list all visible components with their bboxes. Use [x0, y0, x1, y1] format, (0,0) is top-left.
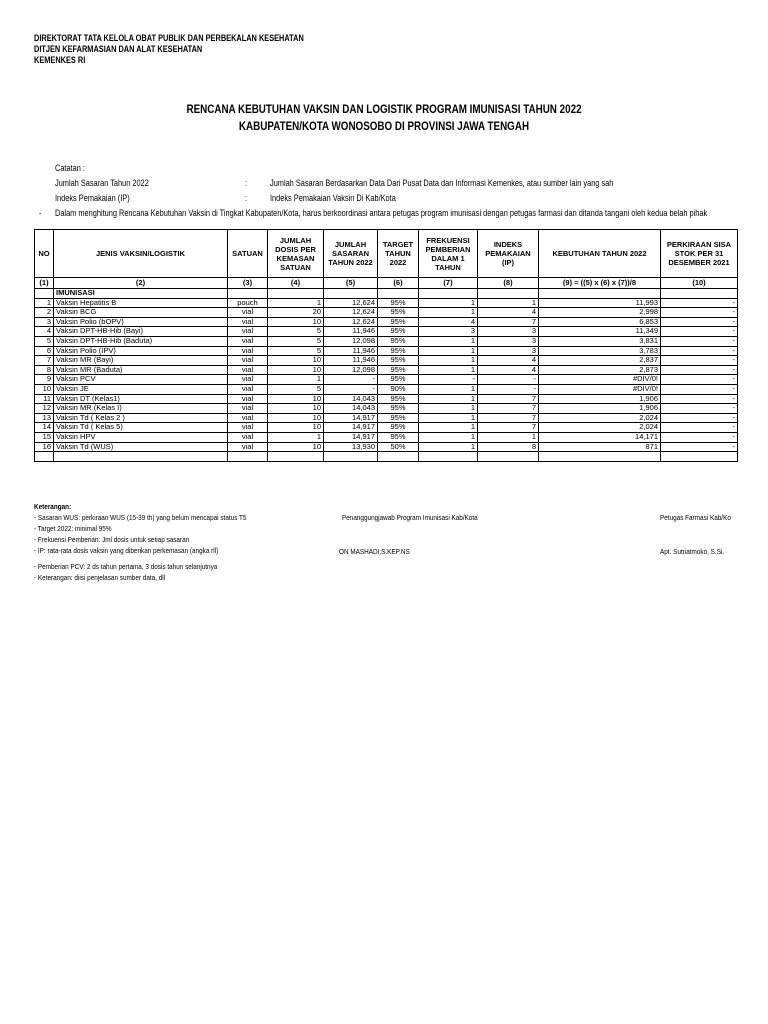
header-sisa-stok: PERKIRAAN SISA STOK PER 31 DESEMBER 2021	[661, 230, 738, 278]
col-num: (10)	[661, 278, 738, 289]
row-no: 7	[35, 356, 54, 366]
row-indeks: 8	[478, 442, 539, 452]
row-satuan: vial	[228, 413, 268, 423]
row-sasaran: 12,098	[324, 365, 378, 375]
row-indeks: 3	[478, 346, 539, 356]
row-no: 8	[35, 365, 54, 375]
row-satuan: vial	[228, 404, 268, 414]
row-jenis: Vaksin MR (Bayi)	[54, 356, 228, 366]
row-sisa-stok: -	[661, 423, 738, 433]
row-jenis: Vaksin HPV	[54, 432, 228, 442]
row-jenis: Vaksin Hepatitis B	[54, 298, 228, 308]
row-dosis: 10	[268, 442, 324, 452]
row-dosis: 10	[268, 317, 324, 327]
org-line-1: DIREKTORAT TATA KELOLA OBAT PUBLIK DAN PERBEKALAN KESEHATAN	[34, 33, 304, 43]
row-sisa-stok: -	[661, 365, 738, 375]
row-dosis: 5	[268, 346, 324, 356]
row-frekuensi: 1	[419, 308, 478, 318]
header-satuan: SATUAN	[228, 230, 268, 278]
row-indeks: 1	[478, 298, 539, 308]
row-sisa-stok: -	[661, 336, 738, 346]
row-jenis: Vaksin BCG	[54, 308, 228, 318]
table-row	[35, 317, 738, 327]
row-kebutuhan: 1,906	[539, 404, 661, 414]
row-sasaran: 14,917	[324, 423, 378, 433]
table-header-row	[35, 230, 738, 278]
vaccine-needs-table	[34, 229, 738, 462]
row-indeks: 4	[478, 356, 539, 366]
row-kebutuhan: 2,837	[539, 356, 661, 366]
row-satuan: vial	[228, 375, 268, 385]
row-kebutuhan: 871	[539, 442, 661, 452]
keterangan-line-4: - IP: rata-rata dosis vaksin yang diberikan perkemasan (angka rll)	[34, 546, 219, 555]
row-satuan: vial	[228, 346, 268, 356]
row-sasaran: 12,624	[324, 298, 378, 308]
row-target: 95%	[378, 336, 419, 346]
row-sisa-stok: -	[661, 346, 738, 356]
row-indeks: 4	[478, 308, 539, 318]
col-num: (6)	[378, 278, 419, 289]
row-frekuensi: 1	[419, 298, 478, 308]
row-sasaran: 12,098	[324, 336, 378, 346]
row-frekuensi: -	[419, 375, 478, 385]
row-frekuensi: 1	[419, 365, 478, 375]
col-num: (8)	[478, 278, 539, 289]
row-kebutuhan: 6,853	[539, 317, 661, 327]
row-target: 95%	[378, 327, 419, 337]
row-dosis: 20	[268, 308, 324, 318]
row-kebutuhan: #DIV/0!	[539, 375, 661, 385]
row-dosis: 1	[268, 298, 324, 308]
row-indeks: 7	[478, 413, 539, 423]
row-target: 95%	[378, 413, 419, 423]
row-kebutuhan: 11,993	[539, 298, 661, 308]
row-indeks: -	[478, 384, 539, 394]
row-no: 11	[35, 394, 54, 404]
row-jenis: Vaksin MR (Baduta)	[54, 365, 228, 375]
row-sasaran: 11,946	[324, 356, 378, 366]
row-frekuensi: 1	[419, 356, 478, 366]
row-sisa-stok: -	[661, 317, 738, 327]
catatan-bullet-text: Dalam menghitung Rencana Kebutuhan Vaksin di Tingkat Kabupaten/Kota, harus berkoordinasi antara petugas program imunisasi dengan petugas farmasi dan ditanda tangani oleh kedua belah pihak	[55, 208, 708, 218]
row-sisa-stok: -	[661, 442, 738, 452]
row-sisa-stok: -	[661, 413, 738, 423]
row-no: 5	[35, 336, 54, 346]
row-frekuensi: 1	[419, 384, 478, 394]
header-frekuensi: FREKUENSI PEMBERIAN DALAM 1 TAHUN	[419, 230, 478, 278]
row-target: 95%	[378, 404, 419, 414]
row-frekuensi: 1	[419, 346, 478, 356]
row-jenis: Vaksin Td (WUS)	[54, 442, 228, 452]
header-kebutuhan: KEBUTUHAN TAHUN 2022	[539, 230, 661, 278]
signature-right-name: Apt. Sutriatmoko, S.Si.	[660, 547, 725, 556]
catatan-label-2: Indeks Pemakaian (IP)	[55, 193, 130, 203]
column-number-row	[35, 278, 738, 289]
row-dosis: 10	[268, 423, 324, 433]
row-dosis: 5	[268, 336, 324, 346]
row-target: 95%	[378, 356, 419, 366]
row-no: 9	[35, 375, 54, 385]
table-row	[35, 336, 738, 346]
row-sasaran: -	[324, 384, 378, 394]
row-indeks: 3	[478, 336, 539, 346]
row-jenis: Vaksin Polio (IPV)	[54, 346, 228, 356]
col-num: (4)	[268, 278, 324, 289]
row-sasaran: 11,946	[324, 327, 378, 337]
col-num: (5)	[324, 278, 378, 289]
row-jenis: Vaksin DT (Kelas1)	[54, 394, 228, 404]
row-kebutuhan: 3,783	[539, 346, 661, 356]
document-title	[0, 101, 768, 135]
row-sasaran: 14,043	[324, 404, 378, 414]
header-target: TARGET TAHUN 2022	[378, 230, 419, 278]
signature-right-role: Petugas Farmasi Kab/Ko	[660, 513, 731, 522]
row-sasaran: 12,624	[324, 317, 378, 327]
row-sasaran: 13,930	[324, 442, 378, 452]
row-dosis: 10	[268, 356, 324, 366]
row-kebutuhan: 11,349	[539, 327, 661, 337]
signature-left-name: ON MASHADI,S.KEP.NS	[339, 547, 410, 556]
row-indeks: 7	[478, 394, 539, 404]
row-target: 95%	[378, 365, 419, 375]
row-sisa-stok: -	[661, 394, 738, 404]
row-no: 13	[35, 413, 54, 423]
row-sisa-stok: -	[661, 327, 738, 337]
header-dosis: JUMLAH DOSIS PER KEMASAN SATUAN	[268, 230, 324, 278]
row-target: 90%	[378, 384, 419, 394]
row-sasaran: 14,917	[324, 432, 378, 442]
header-sasaran: JUMLAH SASARAN TAHUN 2022	[324, 230, 378, 278]
row-target: 95%	[378, 432, 419, 442]
table-row	[35, 308, 738, 318]
row-dosis: 10	[268, 404, 324, 414]
row-no: 4	[35, 327, 54, 337]
row-sasaran: 11,946	[324, 346, 378, 356]
row-kebutuhan: #DIV/0!	[539, 384, 661, 394]
table-row	[35, 375, 738, 385]
row-jenis: Vaksin PCV	[54, 375, 228, 385]
row-jenis: Vaksin JE	[54, 384, 228, 394]
row-no: 2	[35, 308, 54, 318]
row-target: 50%	[378, 442, 419, 452]
row-sasaran: 14,043	[324, 394, 378, 404]
row-satuan: vial	[228, 442, 268, 452]
row-frekuensi: 1	[419, 413, 478, 423]
row-indeks: 7	[478, 423, 539, 433]
row-kebutuhan: 2,873	[539, 365, 661, 375]
row-indeks: 1	[478, 432, 539, 442]
row-frekuensi: 3	[419, 327, 478, 337]
catatan-text-1: Jumlah Sasaran Berdasarkan Data Dari Pusat Data dan Informasi Kemenkes, atau sumber lain yang sah	[270, 178, 614, 188]
row-frekuensi: 1	[419, 432, 478, 442]
row-frekuensi: 1	[419, 404, 478, 414]
table-row	[35, 365, 738, 375]
row-frekuensi: 1	[419, 394, 478, 404]
row-no: 6	[35, 346, 54, 356]
row-kebutuhan: 2,998	[539, 308, 661, 318]
col-num: (7)	[419, 278, 478, 289]
row-no: 1	[35, 298, 54, 308]
row-kebutuhan: 1,906	[539, 394, 661, 404]
row-sasaran: -	[324, 375, 378, 385]
row-satuan: vial	[228, 308, 268, 318]
row-sisa-stok: -	[661, 384, 738, 394]
row-target: 95%	[378, 298, 419, 308]
row-dosis: 5	[268, 327, 324, 337]
row-no: 16	[35, 442, 54, 452]
header-jenis: JENIS VAKSIN/LOGISTIK	[54, 230, 228, 278]
table-row	[35, 404, 738, 414]
row-frekuensi: 1	[419, 442, 478, 452]
row-sasaran: 14,917	[324, 413, 378, 423]
table-row	[35, 442, 738, 452]
row-sisa-stok: -	[661, 404, 738, 414]
keterangan-line-2: - Target 2022: minimal 95%	[34, 524, 112, 533]
keterangan-line-5: - Pemberian PCV: 2 ds tahun pertama, 3 dosis tahun selanjutnya	[34, 562, 218, 571]
row-sisa-stok: -	[661, 375, 738, 385]
row-jenis: Vaksin Td ( Kelas 5)	[54, 423, 228, 433]
row-dosis: 1	[268, 432, 324, 442]
col-num: (9) = ((5) x (6) x (7))/8	[539, 278, 661, 289]
row-sisa-stok: -	[661, 432, 738, 442]
org-line-3: KEMENKES RI	[34, 55, 86, 65]
title-line-2: KABUPATEN/KOTA WONOSOBO DI PROVINSI JAWA TENGAH	[238, 119, 530, 133]
table-row	[35, 327, 738, 337]
row-target: 95%	[378, 375, 419, 385]
row-sisa-stok: -	[661, 308, 738, 318]
catatan-sep-1: :	[245, 178, 248, 188]
table-row	[35, 346, 738, 356]
row-satuan: vial	[228, 327, 268, 337]
row-target: 95%	[378, 423, 419, 433]
row-satuan: vial	[228, 394, 268, 404]
row-no: 12	[35, 404, 54, 414]
row-sasaran: 12,624	[324, 308, 378, 318]
organization-header	[34, 33, 304, 66]
row-target: 95%	[378, 394, 419, 404]
row-frekuensi: 4	[419, 317, 478, 327]
signature-left-role: Penanggungjawab Program Imunisasi Kab/Kota	[342, 513, 478, 522]
row-sisa-stok: -	[661, 298, 738, 308]
table-row	[35, 298, 738, 308]
row-kebutuhan: 2,024	[539, 413, 661, 423]
row-kebutuhan: 3,831	[539, 336, 661, 346]
org-line-2: DITJEN KEFARMASIAN DAN ALAT KESEHATAN	[34, 44, 203, 54]
title-line-1: RENCANA KEBUTUHAN VAKSIN DAN LOGISTIK PROGRAM IMUNISASI TAHUN 2022	[186, 102, 582, 116]
header-no: NO	[35, 230, 54, 278]
row-jenis: Vaksin Td ( Kelas 2 )	[54, 413, 228, 423]
keterangan-line-3: - Frekuensi Pemberian: Jml dosis untuk setiap sasaran	[34, 535, 190, 544]
row-no: 10	[35, 384, 54, 394]
keterangan-line-6: - Keterangan: diisi penjelasan sumber data, dll	[34, 573, 166, 582]
row-dosis: 5	[268, 384, 324, 394]
row-indeks: 7	[478, 404, 539, 414]
row-jenis: Vaksin DPT-HB-Hib (Bayi)	[54, 327, 228, 337]
row-kebutuhan: 14,171	[539, 432, 661, 442]
row-kebutuhan: 2,024	[539, 423, 661, 433]
row-frekuensi: 1	[419, 423, 478, 433]
row-jenis: Vaksin MR (Kelas I)	[54, 404, 228, 414]
catatan-bullet: -	[39, 208, 42, 218]
table-row	[35, 432, 738, 442]
row-frekuensi: 1	[419, 336, 478, 346]
row-satuan: vial	[228, 384, 268, 394]
row-satuan: vial	[228, 423, 268, 433]
keterangan-heading: Keterangan:	[34, 502, 72, 511]
row-no: 3	[35, 317, 54, 327]
row-satuan: vial	[228, 317, 268, 327]
row-no: 14	[35, 423, 54, 433]
row-target: 95%	[378, 317, 419, 327]
table-row	[35, 356, 738, 366]
col-num: (2)	[54, 278, 228, 289]
row-jenis: Vaksin Polio (bOPV)	[54, 317, 228, 327]
row-jenis: Vaksin DPT-HB-Hib (Baduta)	[54, 336, 228, 346]
table-row	[35, 384, 738, 394]
row-no: 15	[35, 432, 54, 442]
row-dosis: 10	[268, 365, 324, 375]
catatan-heading: Catatan :	[55, 163, 85, 173]
row-indeks: 3	[478, 327, 539, 337]
row-satuan: vial	[228, 336, 268, 346]
table-empty-row	[35, 452, 738, 462]
row-satuan: vial	[228, 365, 268, 375]
row-indeks: -	[478, 375, 539, 385]
row-target: 95%	[378, 308, 419, 318]
row-satuan: vial	[228, 432, 268, 442]
table-row	[35, 423, 738, 433]
col-num: (1)	[35, 278, 54, 289]
keterangan-line-1: - Sasaran WUS: perkiraan WUS (15-39 th) yang belum mencapai status T5	[34, 513, 247, 522]
catatan-label-1: Jumlah Sasaran Tahun 2022	[55, 178, 149, 188]
section-row	[35, 289, 738, 299]
row-indeks: 7	[478, 317, 539, 327]
table-row	[35, 413, 738, 423]
row-indeks: 4	[478, 365, 539, 375]
row-satuan: pouch	[228, 298, 268, 308]
row-target: 95%	[378, 346, 419, 356]
catatan-sep-2: :	[245, 193, 248, 203]
row-satuan: vial	[228, 356, 268, 366]
col-num: (3)	[228, 278, 268, 289]
header-indeks: INDEKS PEMAKAIAN (IP)	[478, 230, 539, 278]
row-dosis: 10	[268, 413, 324, 423]
table-row	[35, 394, 738, 404]
row-dosis: 10	[268, 394, 324, 404]
section-label: IMUNISASI	[54, 289, 228, 299]
row-dosis: 1	[268, 375, 324, 385]
row-sisa-stok: -	[661, 356, 738, 366]
catatan-text-2: Indeks Pemakaian Vaksin Di Kab/Kota	[270, 193, 396, 203]
